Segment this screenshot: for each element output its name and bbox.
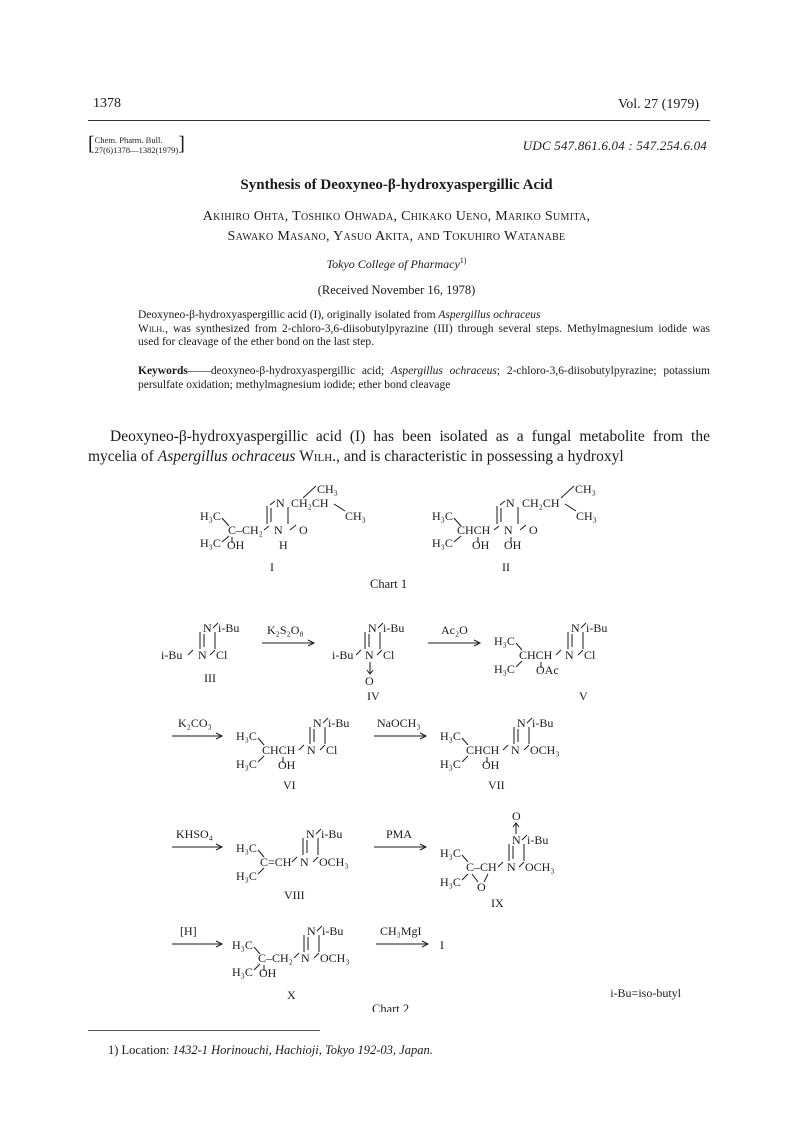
c6-bond [258,756,264,762]
c5-chch: CHCH [519,648,553,662]
c3-ibu-bot: i-Bu [161,648,183,662]
abstract [138,309,710,350]
c7-n-top: N [517,716,526,730]
c4-bond [377,650,382,655]
c2-bond [500,501,505,505]
keyword-1: deoxyneo-β-hydroxyaspergillic acid; [210,365,391,377]
c5-h3c-b: H₃C [494,662,515,676]
c4-ibu-top: i-Bu [383,621,405,635]
c5-oac: OAc [536,663,559,677]
arrow-5 [172,844,222,850]
c3-n-bot: N [198,648,207,662]
c6-chch: CHCH [262,743,296,757]
keywords [138,365,710,392]
keywords-dash: —— [187,365,211,377]
c7-h3c-b: H₃C [440,757,461,771]
affiliation-footnote-mark: 1) [459,256,467,265]
reagent-k2s2o8: K₂S₂O₈ [267,623,304,637]
c2-h3c-b: H₃C [432,536,453,550]
c10-bond [294,953,299,958]
c2-ch3-b: CH₃ [576,509,597,523]
c6-oh: OH [278,758,296,772]
c9-bond [462,874,468,880]
c9-h3c-b: H₃C [440,875,461,889]
c1-ch3-b: CH₃ [345,509,366,523]
c9-och3: OCH₃ [525,860,555,874]
reagent-ac2o: Ac₂O [441,623,468,637]
c5-n-bot: N [565,648,574,662]
c1-o: O [299,523,308,537]
abstract-author-abbr: Wilh. [138,322,166,335]
c1-bond [334,504,345,511]
footnote-label: Location: [121,1043,173,1057]
c7-bond [462,756,468,762]
c9-label: IX [491,896,504,910]
c3-n-top: N [203,621,212,635]
body-part-1: Deoxyneo-β-hydroxyaspergillic acid (I) has been isolated as a fungal metabolite from the mycelia of [88,428,710,465]
c2-oh-1: OH [472,538,490,552]
c1-label: I [270,560,274,574]
bracket-left: [ [88,133,95,155]
c9-o-top: O [512,809,521,823]
c6-bond [299,745,304,750]
compound-V [494,621,607,703]
c3-bond [188,650,193,655]
arrow-8 [376,941,428,947]
c8-c-eq-ch: C=CH [260,855,292,869]
arrow-1 [262,640,314,646]
compound-VII [440,716,560,792]
header-rule [88,120,710,121]
compound-VIII [236,827,349,902]
author-list [0,207,793,247]
c5-h3c-a: H₃C [494,634,515,648]
c6-bond [320,745,325,750]
footnote-address: 1432-1 Horinouchi, Hachioji, Tokyo 192-03, Japan. [172,1043,433,1057]
c1-h3c-a: H₃C [200,509,221,523]
c7-ibu-top: i-Bu [532,716,554,730]
c10-h3c-a: H₃C [232,938,253,952]
authors-line-1: Akihiro Ohta, Toshiko Ohwada, Chikako Ueno, Mariko Sumita, [202,209,591,224]
c2-bond [565,504,576,511]
c7-n-bot: N [511,743,520,757]
affiliation-name: Tokyo College of Pharmacy [326,257,460,271]
compound-X [232,924,350,1002]
c4-n-top: N [368,621,377,635]
keywords-label: Keywords [138,365,188,377]
c7-oh: OH [482,758,500,772]
c7-bond [503,745,508,750]
c8-och3: OCH₃ [319,855,349,869]
product-I-label: I [440,938,444,952]
c7-chch: CHCH [466,743,500,757]
c9-h3c-a: H₃C [440,846,461,860]
c9-bond [519,862,524,867]
c8-n-bot: N [300,855,309,869]
c8-h3c-b: H₃C [236,869,257,883]
c7-bond [524,745,529,750]
affiliation [0,256,793,272]
c8-bond [313,857,318,862]
c1-bond [264,526,269,530]
c10-c-ch2: C–CH₂ [258,951,293,965]
c2-chch: CHCH [457,523,491,537]
bracket-right: ] [178,133,185,155]
journal-reference [88,135,185,155]
reagent-h: [H] [180,924,197,938]
c7-label: VII [488,778,505,792]
c8-bond [292,857,297,862]
c3-ibu-top: i-Bu [218,621,240,635]
c5-bond [578,650,583,655]
c8-n-top: N [306,827,315,841]
c5-cl: Cl [584,648,596,662]
page-number: 1378 [93,96,121,111]
reagent-ch3mgi: CH₃MgI [380,924,422,938]
c9-ibu-top: i-Bu [527,833,549,847]
abstract-species: Aspergillus ochraceus [438,309,541,321]
body-part-2: , and is characteristic in possessing a hydroxyl [336,448,624,465]
c6-cl: Cl [326,743,338,757]
c3-bond [210,650,215,655]
compound-VI [236,716,349,792]
c1-h3c-b: H₃C [200,536,221,550]
chart-1-structures [0,476,793,626]
body-paragraph [88,427,710,467]
chart-2-caption: Chart 2 [372,1002,410,1012]
c1-n-top: N [276,496,285,510]
c2-bond [520,525,526,530]
reagent-pma: PMA [386,827,413,841]
body-species: Aspergillus ochraceus [157,448,296,465]
c2-bond [494,526,499,530]
footnote-mark: 1) [108,1043,119,1057]
c1-ch2ch: CH₂CH [291,496,329,510]
abstract-part-1: Deoxyneo-β-hydroxyaspergillic acid (I), originally isolated from [138,309,439,321]
c7-och3: OCH₃ [530,743,560,757]
c1-oh: OH [227,538,245,552]
c6-label: VI [283,778,296,792]
c10-ibu-top: i-Bu [322,924,344,938]
c4-cl: Cl [383,648,395,662]
c6-n-top: N [313,716,322,730]
arrow-7 [172,941,222,947]
body-author-abbr: Wilh. [299,448,337,465]
compound-II [432,482,597,574]
c2-n-bot: N [504,523,513,537]
c4-o: O [365,674,374,688]
c10-bond [314,953,319,958]
received-date: (Received November 16, 1978) [317,283,476,297]
c9-c-ch: C–CH [466,860,497,874]
arrow-3 [172,733,222,739]
c2-h3c-a: H₃C [432,509,453,523]
ibu-definition: i-Bu=iso-butyl [610,986,681,1000]
c5-label: V [579,689,588,703]
c4-ibu-bot: i-Bu [332,648,354,662]
arrow-2 [428,640,480,646]
c6-ibu-top: i-Bu [328,716,350,730]
compound-I [200,482,366,574]
c2-o: O [529,523,538,537]
c2-label: II [502,560,510,574]
c10-h3c-b: H₃C [232,965,253,979]
c4-bond [356,650,361,655]
c1-ch3: CH₃ [317,482,338,496]
chart-2-scheme [0,612,793,1012]
paper-title: Synthesis of Deoxyneo-β-hydroxyaspergillic Acid [240,177,553,193]
reagent-k2co3: K₂CO₃ [178,716,212,730]
reagent-naoch3: NaOCH₃ [377,716,421,730]
c8-label: VIII [284,888,305,902]
compound-IV [332,621,404,703]
udc-code: UDC 547.861.6.04 : 547.254.6.04 [522,138,707,153]
c10-n-top: N [307,924,316,938]
c9-bond [498,862,503,867]
c5-n-top: N [571,621,580,635]
c9-n-top: N [512,833,521,847]
c4-label: IV [367,689,380,703]
chart-1-caption: Chart 1 [370,577,408,591]
c5-ibu-top: i-Bu [586,621,608,635]
c1-bond [270,501,275,505]
footnote [108,1043,433,1058]
authors-line-2: Sawako Masano, Yasuo Akita, and Tokuhiro Watanabe [227,229,566,244]
c2-n-top: N [506,496,515,510]
c7-h3c-a: H₃C [440,729,461,743]
c10-n-bot: N [301,951,310,965]
c1-bond [290,525,296,530]
reagent-khso4: KHSO₄ [176,827,213,841]
arrow-6 [374,844,426,850]
c9-o-epoxide: O [477,880,486,894]
keyword-rest: ; 2-chloro-3,6-diisobutylpyrazine; potassium persulfate oxidation; methylmagnesium iodide; ether bond cleavage [138,365,710,391]
compound-III [161,621,239,685]
c2-oh-2: OH [504,538,522,552]
c3-label: III [204,671,216,685]
journal-pages: 27(6)1378—1382(1979) [94,145,179,155]
c8-h3c-a: H₃C [236,841,257,855]
c3-cl: Cl [216,648,228,662]
c1-n-bot: N [274,523,283,537]
keyword-2: Aspergillus ochraceus [390,365,497,377]
c9-n-bot: N [507,860,516,874]
c10-oh: OH [259,966,277,980]
journal-name: Chem. Pharm. Bull. [94,135,163,145]
c10-label: X [287,988,296,1002]
arrow-4 [374,733,426,739]
c1-c-ch2: C–CH₂ [228,523,263,537]
c5-bond [556,650,561,655]
c6-n-bot: N [307,743,316,757]
c10-och3: OCH₃ [320,951,350,965]
c6-h3c-a: H₃C [236,729,257,743]
volume-info: Vol. 27 (1979) [617,97,699,112]
c8-ibu-top: i-Bu [321,827,343,841]
compound-IX [440,809,555,910]
footnote-rule [88,1030,320,1031]
c4-n-bot: N [365,648,374,662]
c2-ch3: CH₃ [575,482,596,496]
c2-ch2ch: CH₂CH [522,496,560,510]
c2-bond [561,486,574,498]
c1-h: H [279,538,288,552]
c6-h3c-b: H₃C [236,757,257,771]
abstract-part-2: , was synthesized from 2-chloro-3,6-diisobutylpyrazine (III) through several steps. Methylmagnesium iodide was used for cleavage of the ether bond on the last step. [138,322,710,349]
